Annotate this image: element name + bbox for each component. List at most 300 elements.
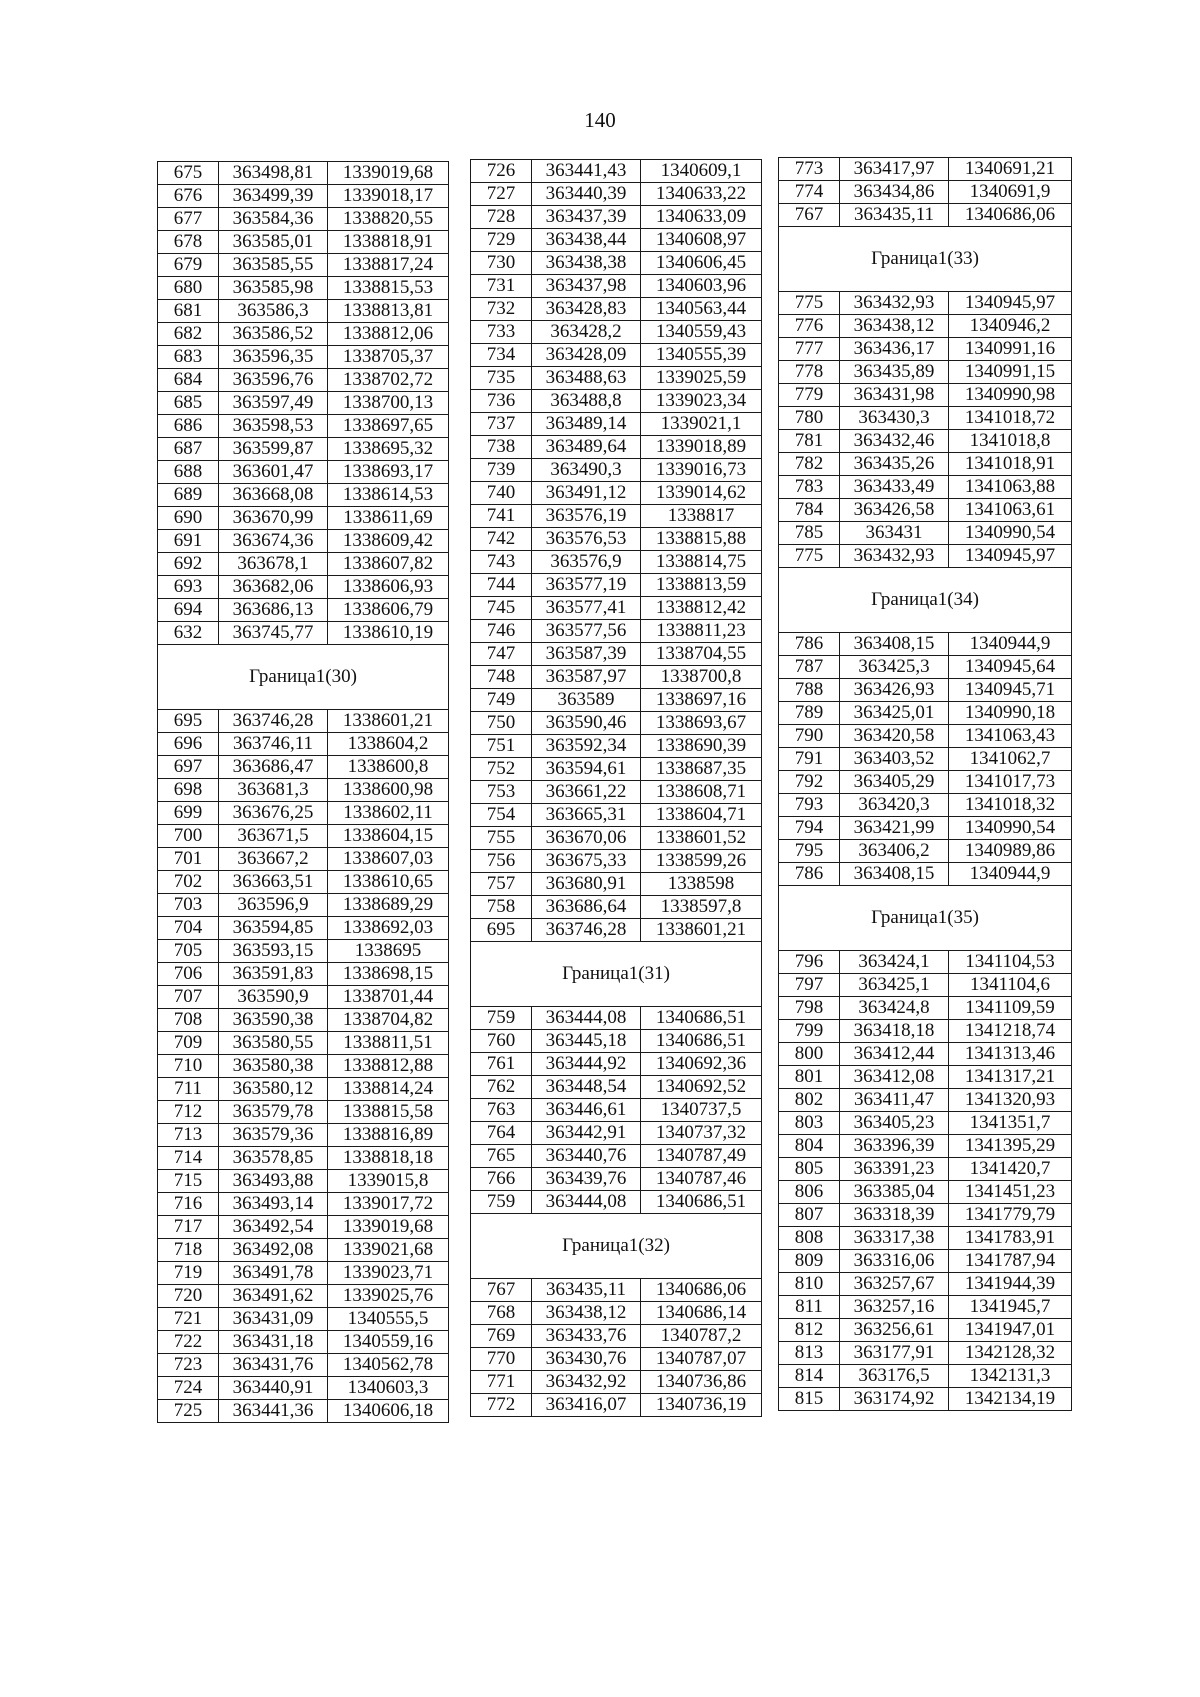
table-row [471, 1279, 762, 1302]
y-coordinate-cell: 1341063,88 [949, 476, 1072, 499]
table-row [158, 733, 449, 756]
x-coordinate-cell: 363590,9 [219, 986, 328, 1009]
table-row [158, 940, 449, 963]
x-coordinate-cell: 363432,93 [840, 545, 949, 568]
y-coordinate-cell: 1339021,68 [328, 1239, 449, 1262]
table-row [471, 482, 762, 505]
point-number-cell: 759 [471, 1007, 532, 1030]
x-coordinate-cell: 363488,63 [532, 367, 641, 390]
point-number-cell: 711 [158, 1078, 219, 1101]
point-number-cell: 768 [471, 1302, 532, 1325]
point-number-cell: 790 [779, 725, 840, 748]
table-row [779, 1158, 1072, 1181]
table-row [158, 599, 449, 622]
y-coordinate-cell: 1341783,91 [949, 1227, 1072, 1250]
y-coordinate-cell: 1340737,5 [641, 1099, 762, 1122]
table-row [158, 710, 449, 733]
table-row [779, 863, 1072, 886]
point-number-cell: 716 [158, 1193, 219, 1216]
table-row [158, 1400, 449, 1423]
table-row [471, 1122, 762, 1145]
boundary-label: Граница1(30) [158, 645, 449, 710]
point-number-cell: 769 [471, 1325, 532, 1348]
y-coordinate-cell: 1338817,24 [328, 254, 449, 277]
x-coordinate-cell: 363498,81 [219, 162, 328, 185]
x-coordinate-cell: 363420,3 [840, 794, 949, 817]
point-number-cell: 721 [158, 1308, 219, 1331]
point-number-cell: 695 [471, 919, 532, 942]
x-coordinate-cell: 363493,14 [219, 1193, 328, 1216]
table-row [471, 1099, 762, 1122]
point-number-cell: 797 [779, 974, 840, 997]
boundary-header-row [779, 227, 1072, 292]
y-coordinate-cell: 1340787,2 [641, 1325, 762, 1348]
point-number-cell: 710 [158, 1055, 219, 1078]
x-coordinate-cell: 363431,18 [219, 1331, 328, 1354]
point-number-cell: 695 [158, 710, 219, 733]
x-coordinate-cell: 363585,98 [219, 277, 328, 300]
table-row [158, 392, 449, 415]
y-coordinate-cell: 1338598 [641, 873, 762, 896]
y-coordinate-cell: 1341018,8 [949, 430, 1072, 453]
table-row [471, 160, 762, 183]
y-coordinate-cell: 1338818,18 [328, 1147, 449, 1170]
table-row [471, 781, 762, 804]
point-number-cell: 782 [779, 453, 840, 476]
y-coordinate-cell: 1340692,52 [641, 1076, 762, 1099]
y-coordinate-cell: 1338701,44 [328, 986, 449, 1009]
point-number-cell: 747 [471, 643, 532, 666]
table-row [158, 1354, 449, 1377]
point-number-cell: 742 [471, 528, 532, 551]
table-row [158, 1262, 449, 1285]
table-row [471, 1053, 762, 1076]
x-coordinate-cell: 363488,8 [532, 390, 641, 413]
y-coordinate-cell: 1338607,82 [328, 553, 449, 576]
x-coordinate-cell: 363681,3 [219, 779, 328, 802]
x-coordinate-cell: 363435,11 [840, 204, 949, 227]
y-coordinate-cell: 1341063,43 [949, 725, 1072, 748]
point-number-cell: 687 [158, 438, 219, 461]
y-coordinate-cell: 1338611,69 [328, 507, 449, 530]
point-number-cell: 787 [779, 656, 840, 679]
y-coordinate-cell: 1340686,06 [641, 1279, 762, 1302]
table-row [471, 1007, 762, 1030]
x-coordinate-cell: 363425,01 [840, 702, 949, 725]
x-coordinate-cell: 363576,9 [532, 551, 641, 574]
table-row [158, 415, 449, 438]
point-number-cell: 727 [471, 183, 532, 206]
point-number-cell: 765 [471, 1145, 532, 1168]
page-number: 140 [584, 108, 616, 132]
table-row [158, 162, 449, 185]
table-row [471, 436, 762, 459]
point-number-cell: 705 [158, 940, 219, 963]
x-coordinate-cell: 363680,91 [532, 873, 641, 896]
y-coordinate-cell: 1340990,54 [949, 817, 1072, 840]
y-coordinate-cell: 1338704,82 [328, 1009, 449, 1032]
y-coordinate-cell: 1338606,79 [328, 599, 449, 622]
point-number-cell: 807 [779, 1204, 840, 1227]
x-coordinate-cell: 363665,31 [532, 804, 641, 827]
x-coordinate-cell: 363674,36 [219, 530, 328, 553]
table-row [471, 275, 762, 298]
x-coordinate-cell: 363668,08 [219, 484, 328, 507]
y-coordinate-cell: 1338704,55 [641, 643, 762, 666]
y-coordinate-cell: 1341018,72 [949, 407, 1072, 430]
table-row [471, 712, 762, 735]
table-row [471, 1076, 762, 1099]
table-row [158, 848, 449, 871]
y-coordinate-cell: 1338601,52 [641, 827, 762, 850]
point-number-cell: 763 [471, 1099, 532, 1122]
x-coordinate-cell: 363670,06 [532, 827, 641, 850]
x-coordinate-cell: 363317,38 [840, 1227, 949, 1250]
table-row [158, 1078, 449, 1101]
table-row [158, 963, 449, 986]
table-row [779, 702, 1072, 725]
table-row [158, 1147, 449, 1170]
x-coordinate-cell: 363490,3 [532, 459, 641, 482]
x-coordinate-cell: 363491,62 [219, 1285, 328, 1308]
x-coordinate-cell: 363424,1 [840, 951, 949, 974]
x-coordinate-cell: 363432,93 [840, 292, 949, 315]
x-coordinate-cell: 363418,18 [840, 1020, 949, 1043]
y-coordinate-cell: 1338614,53 [328, 484, 449, 507]
y-coordinate-cell: 1339019,68 [328, 1216, 449, 1239]
point-number-cell: 806 [779, 1181, 840, 1204]
x-coordinate-cell: 363257,16 [840, 1296, 949, 1319]
boundary-label: Граница1(33) [779, 227, 1072, 292]
x-coordinate-cell: 363440,39 [532, 183, 641, 206]
x-coordinate-cell: 363391,23 [840, 1158, 949, 1181]
x-coordinate-cell: 363174,92 [840, 1388, 949, 1411]
x-coordinate-cell: 363430,3 [840, 407, 949, 430]
point-number-cell: 795 [779, 840, 840, 863]
x-coordinate-cell: 363591,83 [219, 963, 328, 986]
table-row [779, 499, 1072, 522]
point-number-cell: 717 [158, 1216, 219, 1239]
point-number-cell: 719 [158, 1262, 219, 1285]
y-coordinate-cell: 1341351,7 [949, 1112, 1072, 1135]
point-number-cell: 810 [779, 1273, 840, 1296]
y-coordinate-cell: 1340633,22 [641, 183, 762, 206]
y-coordinate-cell: 1341218,74 [949, 1020, 1072, 1043]
x-coordinate-cell: 363492,54 [219, 1216, 328, 1239]
table-row [779, 522, 1072, 545]
y-coordinate-cell: 1338610,65 [328, 871, 449, 894]
table-row [158, 507, 449, 530]
table-row [158, 986, 449, 1009]
y-coordinate-cell: 1339025,59 [641, 367, 762, 390]
point-number-cell: 786 [779, 863, 840, 886]
y-coordinate-cell: 1341320,93 [949, 1089, 1072, 1112]
x-coordinate-cell: 363593,15 [219, 940, 328, 963]
x-coordinate-cell: 363440,91 [219, 1377, 328, 1400]
x-coordinate-cell: 363444,92 [532, 1053, 641, 1076]
x-coordinate-cell: 363428,09 [532, 344, 641, 367]
point-number-cell: 814 [779, 1365, 840, 1388]
point-number-cell: 755 [471, 827, 532, 850]
y-coordinate-cell: 1341945,7 [949, 1296, 1072, 1319]
y-coordinate-cell: 1338816,89 [328, 1124, 449, 1147]
table-row [471, 827, 762, 850]
x-coordinate-cell: 363426,58 [840, 499, 949, 522]
x-coordinate-cell: 363499,39 [219, 185, 328, 208]
y-coordinate-cell: 1339017,72 [328, 1193, 449, 1216]
y-coordinate-cell: 1340608,97 [641, 229, 762, 252]
x-coordinate-cell: 363437,98 [532, 275, 641, 298]
point-number-cell: 767 [779, 204, 840, 227]
table-row [158, 1216, 449, 1239]
x-coordinate-cell: 363433,49 [840, 476, 949, 499]
y-coordinate-cell: 1338597,8 [641, 896, 762, 919]
y-coordinate-cell: 1339021,1 [641, 413, 762, 436]
point-number-cell: 730 [471, 252, 532, 275]
point-number-cell: 783 [779, 476, 840, 499]
y-coordinate-cell: 1340686,06 [949, 204, 1072, 227]
table-row [779, 817, 1072, 840]
table-row [471, 321, 762, 344]
point-number-cell: 678 [158, 231, 219, 254]
x-coordinate-cell: 363442,91 [532, 1122, 641, 1145]
y-coordinate-cell: 1339023,34 [641, 390, 762, 413]
table-row [158, 1170, 449, 1193]
point-number-cell: 793 [779, 794, 840, 817]
x-coordinate-cell: 363489,64 [532, 436, 641, 459]
point-number-cell: 776 [779, 315, 840, 338]
table-row [158, 576, 449, 599]
table-row [471, 459, 762, 482]
table-row [158, 802, 449, 825]
x-coordinate-cell: 363592,34 [532, 735, 641, 758]
y-coordinate-cell: 1341109,59 [949, 997, 1072, 1020]
point-number-cell: 738 [471, 436, 532, 459]
x-coordinate-cell: 363682,06 [219, 576, 328, 599]
table-row [779, 1273, 1072, 1296]
y-coordinate-cell: 1338814,75 [641, 551, 762, 574]
point-number-cell: 775 [779, 292, 840, 315]
point-number-cell: 676 [158, 185, 219, 208]
table-row [471, 1030, 762, 1053]
y-coordinate-cell: 1341104,53 [949, 951, 1072, 974]
y-coordinate-cell: 1340945,71 [949, 679, 1072, 702]
y-coordinate-cell: 1340991,15 [949, 361, 1072, 384]
point-number-cell: 785 [779, 522, 840, 545]
table-row [158, 779, 449, 802]
table-row [471, 896, 762, 919]
table-row [779, 840, 1072, 863]
table-row [779, 181, 1072, 204]
point-number-cell: 799 [779, 1020, 840, 1043]
y-coordinate-cell: 1340559,16 [328, 1331, 449, 1354]
x-coordinate-cell: 363435,26 [840, 453, 949, 476]
table-row [158, 484, 449, 507]
x-coordinate-cell: 363257,67 [840, 1273, 949, 1296]
x-coordinate-cell: 363587,39 [532, 643, 641, 666]
x-coordinate-cell: 363438,12 [840, 315, 949, 338]
x-coordinate-cell: 363491,78 [219, 1262, 328, 1285]
point-number-cell: 748 [471, 666, 532, 689]
x-coordinate-cell: 363580,55 [219, 1032, 328, 1055]
point-number-cell: 745 [471, 597, 532, 620]
point-number-cell: 779 [779, 384, 840, 407]
point-number-cell: 739 [471, 459, 532, 482]
table-row [779, 725, 1072, 748]
x-coordinate-cell: 363585,01 [219, 231, 328, 254]
table-row [779, 1089, 1072, 1112]
point-number-cell: 692 [158, 553, 219, 576]
point-number-cell: 751 [471, 735, 532, 758]
point-number-cell: 684 [158, 369, 219, 392]
x-coordinate-cell: 363601,47 [219, 461, 328, 484]
x-coordinate-cell: 363417,97 [840, 158, 949, 181]
x-coordinate-cell: 363670,99 [219, 507, 328, 530]
point-number-cell: 681 [158, 300, 219, 323]
y-coordinate-cell: 1338700,8 [641, 666, 762, 689]
table-row [158, 461, 449, 484]
table-row [779, 453, 1072, 476]
point-number-cell: 786 [779, 633, 840, 656]
y-coordinate-cell: 1338689,29 [328, 894, 449, 917]
x-coordinate-cell: 363577,19 [532, 574, 641, 597]
y-coordinate-cell: 1338813,59 [641, 574, 762, 597]
x-coordinate-cell: 363580,12 [219, 1078, 328, 1101]
point-number-cell: 796 [779, 951, 840, 974]
point-number-cell: 686 [158, 415, 219, 438]
table-row [779, 292, 1072, 315]
y-coordinate-cell: 1340609,1 [641, 160, 762, 183]
x-coordinate-cell: 363667,2 [219, 848, 328, 871]
y-coordinate-cell: 1338812,88 [328, 1055, 449, 1078]
x-coordinate-cell: 363686,13 [219, 599, 328, 622]
y-coordinate-cell: 1340555,5 [328, 1308, 449, 1331]
point-number-cell: 732 [471, 298, 532, 321]
x-coordinate-cell: 363412,08 [840, 1066, 949, 1089]
table-row [779, 204, 1072, 227]
table-row [471, 873, 762, 896]
boundary-label: Граница1(31) [471, 942, 762, 1007]
x-coordinate-cell: 363440,76 [532, 1145, 641, 1168]
y-coordinate-cell: 1338815,53 [328, 277, 449, 300]
table-row [779, 1365, 1072, 1388]
point-number-cell: 812 [779, 1319, 840, 1342]
point-number-cell: 794 [779, 817, 840, 840]
point-number-cell: 767 [471, 1279, 532, 1302]
table-row [779, 158, 1072, 181]
table-row [471, 344, 762, 367]
y-coordinate-cell: 1342131,3 [949, 1365, 1072, 1388]
x-coordinate-cell: 363585,55 [219, 254, 328, 277]
point-number-cell: 752 [471, 758, 532, 781]
x-coordinate-cell: 363318,39 [840, 1204, 949, 1227]
x-coordinate-cell: 363590,46 [532, 712, 641, 735]
table-row [471, 1348, 762, 1371]
y-coordinate-cell: 1338607,03 [328, 848, 449, 871]
y-coordinate-cell: 1340603,3 [328, 1377, 449, 1400]
point-number-cell: 729 [471, 229, 532, 252]
y-coordinate-cell: 1338818,91 [328, 231, 449, 254]
point-number-cell: 813 [779, 1342, 840, 1365]
x-coordinate-cell: 363416,07 [532, 1394, 641, 1417]
point-number-cell: 736 [471, 390, 532, 413]
table-row [158, 1055, 449, 1078]
table-row [471, 666, 762, 689]
x-coordinate-cell: 363428,2 [532, 321, 641, 344]
table-row [779, 794, 1072, 817]
table-row [471, 689, 762, 712]
point-number-cell: 808 [779, 1227, 840, 1250]
y-coordinate-cell: 1339019,68 [328, 162, 449, 185]
y-coordinate-cell: 1339016,73 [641, 459, 762, 482]
point-number-cell: 753 [471, 781, 532, 804]
x-coordinate-cell: 363489,14 [532, 413, 641, 436]
x-coordinate-cell: 363579,36 [219, 1124, 328, 1147]
x-coordinate-cell: 363176,5 [840, 1365, 949, 1388]
y-coordinate-cell: 1340990,18 [949, 702, 1072, 725]
table-row [158, 825, 449, 848]
point-number-cell: 815 [779, 1388, 840, 1411]
table-row [471, 551, 762, 574]
table-row [471, 229, 762, 252]
y-coordinate-cell: 1338600,8 [328, 756, 449, 779]
y-coordinate-cell: 1339014,62 [641, 482, 762, 505]
y-coordinate-cell: 1340945,97 [949, 292, 1072, 315]
x-coordinate-cell: 363590,38 [219, 1009, 328, 1032]
y-coordinate-cell: 1338610,19 [328, 622, 449, 645]
y-coordinate-cell: 1340787,46 [641, 1168, 762, 1191]
table-row [779, 633, 1072, 656]
x-coordinate-cell: 363425,1 [840, 974, 949, 997]
x-coordinate-cell: 363420,58 [840, 725, 949, 748]
table-row [779, 545, 1072, 568]
table-row [158, 346, 449, 369]
point-number-cell: 773 [779, 158, 840, 181]
table-row [471, 1145, 762, 1168]
y-coordinate-cell: 1340945,64 [949, 656, 1072, 679]
x-coordinate-cell: 363576,19 [532, 505, 641, 528]
x-coordinate-cell: 363678,1 [219, 553, 328, 576]
y-coordinate-cell: 1338606,93 [328, 576, 449, 599]
y-coordinate-cell: 1340563,44 [641, 298, 762, 321]
table-row [471, 597, 762, 620]
y-coordinate-cell: 1340686,51 [641, 1007, 762, 1030]
y-coordinate-cell: 1339018,17 [328, 185, 449, 208]
x-coordinate-cell: 363421,99 [840, 817, 949, 840]
point-number-cell: 757 [471, 873, 532, 896]
y-coordinate-cell: 1338812,42 [641, 597, 762, 620]
x-coordinate-cell: 363663,51 [219, 871, 328, 894]
boundary-header-row [779, 886, 1072, 951]
point-number-cell: 714 [158, 1147, 219, 1170]
table-row [158, 1239, 449, 1262]
y-coordinate-cell: 1341018,91 [949, 453, 1072, 476]
point-number-cell: 805 [779, 1158, 840, 1181]
table-row [779, 1135, 1072, 1158]
y-coordinate-cell: 1340737,32 [641, 1122, 762, 1145]
x-coordinate-cell: 363577,41 [532, 597, 641, 620]
x-coordinate-cell: 363436,17 [840, 338, 949, 361]
coordinate-table [778, 157, 1072, 1411]
y-coordinate-cell: 1338690,39 [641, 735, 762, 758]
x-coordinate-cell: 363431,98 [840, 384, 949, 407]
point-number-cell: 707 [158, 986, 219, 1009]
table-row [471, 298, 762, 321]
table-row [779, 748, 1072, 771]
table-row [779, 315, 1072, 338]
x-coordinate-cell: 363586,52 [219, 323, 328, 346]
x-coordinate-cell: 363405,29 [840, 771, 949, 794]
